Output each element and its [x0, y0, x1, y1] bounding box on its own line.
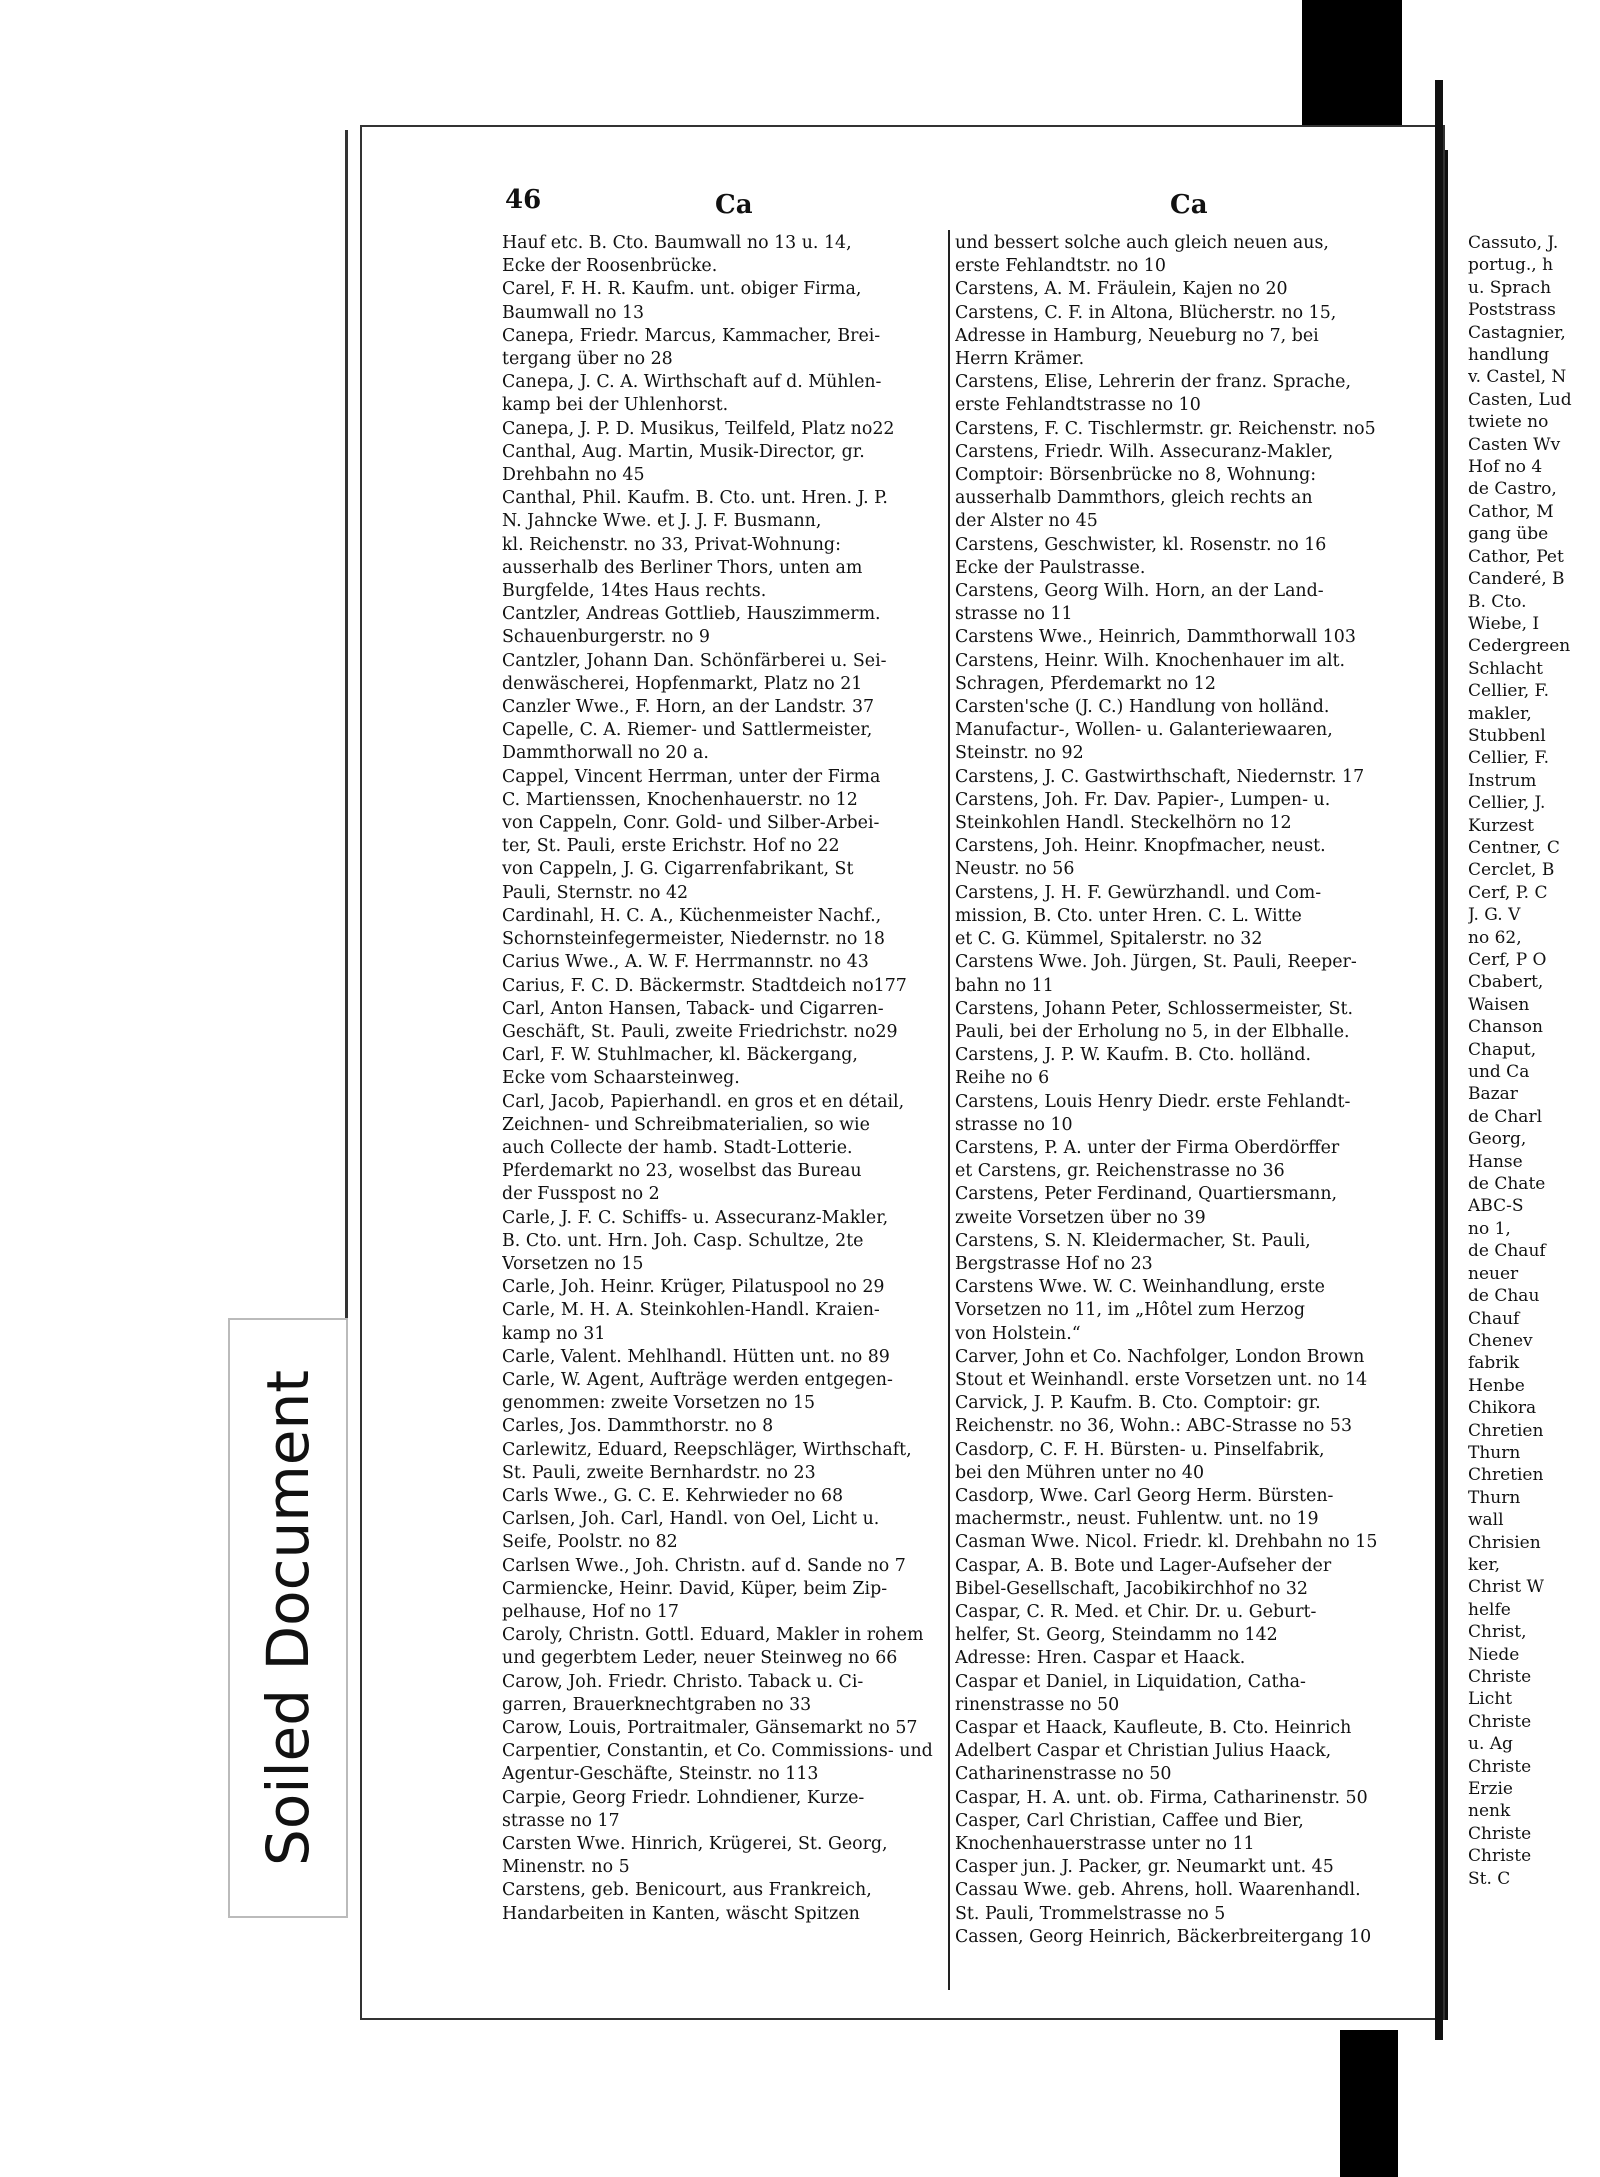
- directory-line: Caspar, C. R. Med. et Chir. Dr. u. Geburt-: [955, 1601, 1317, 1622]
- directory-line: Carls Wwe., G. C. E. Kehrwieder no 68: [502, 1485, 844, 1506]
- directory-line: Minenstr. no 5: [502, 1857, 630, 1878]
- directory-line: B. Cto.: [1468, 591, 1527, 612]
- directory-line: Carstens, J. C. Gastwirthschaft, Niedernstr. 17: [955, 766, 1365, 787]
- directory-line: kamp no 31: [502, 1323, 606, 1344]
- directory-line: Carpentier, Constantin, et Co. Commissions- und: [502, 1741, 933, 1762]
- directory-line: Instrum: [1468, 770, 1537, 791]
- directory-line: Casman Wwe. Nicol. Friedr. kl. Drehbahn no 15: [955, 1532, 1378, 1553]
- directory-line: Carl, Anton Hansen, Taback- und Cigarren-: [502, 998, 884, 1019]
- directory-line: Chenev: [1468, 1330, 1533, 1351]
- directory-line: genommen: zweite Vorsetzen no 15: [502, 1393, 816, 1414]
- directory-line: Carstens, Elise, Lehrerin der franz. Sprache,: [955, 372, 1352, 393]
- soiled-document-stamp: [228, 1318, 348, 1918]
- directory-line: Herrn Krämer.: [955, 349, 1085, 370]
- directory-line: Kurzest: [1468, 815, 1534, 836]
- directory-line: no 62,: [1468, 927, 1522, 948]
- directory-line: Carstens, Joh. Heinr. Knopfmacher, neust.: [955, 836, 1326, 857]
- directory-line: strasse no 10: [955, 1114, 1073, 1135]
- directory-line: Steinstr. no 92: [955, 743, 1084, 764]
- directory-line: helfe: [1468, 1599, 1511, 1620]
- directory-line: Geschäft, St. Pauli, zweite Friedrichstr. no29: [502, 1021, 898, 1042]
- directory-line: Carow, Joh. Friedr. Christo. Taback u. Ci-: [502, 1671, 864, 1692]
- directory-line: Carstens, F. C. Tischlermstr. gr. Reichenstr. no5: [955, 418, 1376, 439]
- directory-line: St. Pauli, Trommelstrasse no 5: [955, 1903, 1226, 1924]
- directory-line: Cardinahl, H. C. A., Küchenmeister Nachf.,: [502, 905, 882, 926]
- directory-line: Drehbahn no 45: [502, 465, 645, 486]
- directory-line: Pauli, bei der Erholung no 5, in der Elbhalle.: [955, 1021, 1350, 1042]
- directory-line: Carstens, Johann Peter, Schlossermeister, St.: [955, 998, 1354, 1019]
- directory-line: Dammthorwall no 20 a.: [502, 743, 709, 764]
- header-right: Ca: [1170, 190, 1208, 220]
- directory-line: ausserhalb des Berliner Thors, unten am: [502, 557, 863, 578]
- directory-line: et Carstens, gr. Reichenstrasse no 36: [955, 1161, 1285, 1182]
- directory-line: und Ca: [1468, 1062, 1530, 1083]
- directory-line: von Cappeln, Conr. Gold- und Silber-Arbei-: [502, 813, 880, 834]
- directory-line: tergang über no 28: [502, 349, 673, 370]
- directory-line: Cerf, P. C: [1468, 882, 1548, 903]
- directory-column-right-fragment: [1468, 232, 1600, 1890]
- directory-line: Chikora: [1468, 1398, 1537, 1419]
- directory-line: Reihe no 6: [955, 1068, 1050, 1089]
- directory-line: Niede: [1468, 1644, 1520, 1665]
- directory-line: u. Ag: [1468, 1734, 1513, 1755]
- directory-line: Casper, Carl Christian, Caffee und Bier,: [955, 1810, 1304, 1831]
- directory-line: de Chau: [1468, 1286, 1540, 1307]
- directory-line: Casten, Lud: [1468, 389, 1572, 410]
- directory-line: Cassen, Georg Heinrich, Bäckerbreitergang 10: [955, 1926, 1372, 1947]
- directory-line: Christe: [1468, 1823, 1532, 1844]
- directory-line: Hanse: [1468, 1151, 1523, 1172]
- directory-line: Canepa, J. P. D. Musikus, Teilfeld, Platz no22: [502, 418, 895, 439]
- directory-line: Schornsteinfegermeister, Niedernstr. no 18: [502, 929, 885, 950]
- directory-line: Cassuto, J.: [1468, 233, 1559, 253]
- directory-line: Carius, F. C. D. Bäckermstr. Stadtdeich no177: [502, 975, 907, 996]
- directory-line: Chretien: [1468, 1420, 1544, 1441]
- directory-line: Carstens, Peter Ferdinand, Quartiersmann,: [955, 1184, 1338, 1205]
- directory-line: St. Pauli, zweite Bernhardstr. no 23: [502, 1462, 816, 1483]
- directory-line: Canepa, Friedr. Marcus, Kammacher, Brei-: [502, 325, 881, 346]
- directory-line: Bergstrasse Hof no 23: [955, 1253, 1153, 1274]
- directory-line: Erzie: [1468, 1779, 1513, 1800]
- directory-line: Licht: [1468, 1689, 1513, 1710]
- directory-line: Carle, Valent. Mehlhandl. Hütten unt. no 89: [502, 1346, 890, 1367]
- directory-line: Carl, Jacob, Papierhandl. en gros et en détail,: [502, 1091, 905, 1112]
- directory-line: rinenstrasse no 50: [955, 1694, 1120, 1715]
- directory-line: der Fusspost no 2: [502, 1184, 660, 1205]
- directory-line: J. G. V: [1468, 905, 1521, 926]
- directory-line: Cerf, P O: [1468, 950, 1547, 970]
- directory-line: Canderé, B: [1468, 569, 1565, 590]
- column-divider: [948, 230, 950, 1990]
- directory-line: Stout et Weinhandl. erste Vorsetzen unt. no 14: [955, 1369, 1368, 1390]
- directory-line: nenk: [1468, 1801, 1511, 1822]
- directory-line: Henbe: [1468, 1375, 1525, 1396]
- directory-line: Knochenhauerstrasse unter no 11: [955, 1834, 1255, 1855]
- directory-line: ausserhalb Dammthors, gleich rechts an: [955, 488, 1313, 509]
- directory-line: makler,: [1468, 703, 1532, 724]
- directory-line: strasse no 11: [955, 604, 1073, 625]
- directory-line: Baumwall no 13: [502, 302, 645, 323]
- page-header: [505, 185, 1385, 225]
- directory-line: auch Collecte der hamb. Stadt-Lotterie.: [502, 1137, 853, 1158]
- directory-line: strasse no 17: [502, 1810, 620, 1831]
- directory-line: Cantzler, Andreas Gottlieb, Hauszimmerm.: [502, 604, 881, 625]
- directory-line: Carle, M. H. A. Steinkohlen-Handl. Kraien-: [502, 1300, 880, 1321]
- directory-line: Carstens, Friedr. Wilh. Assecuranz-Makler,: [955, 441, 1334, 462]
- directory-line: Carstens Wwe. W. C. Weinhandlung, erste: [955, 1277, 1325, 1298]
- directory-line: Thurn: [1468, 1487, 1521, 1508]
- directory-line: Carle, J. F. C. Schiffs- u. Assecuranz-Makler,: [502, 1207, 889, 1228]
- directory-line: Cathor, Pet: [1468, 546, 1564, 567]
- directory-line: Christe: [1468, 1846, 1532, 1867]
- directory-line: Poststrass: [1468, 300, 1556, 321]
- directory-line: N. Jahncke Wwe. et J. J. F. Busmann,: [502, 511, 822, 532]
- directory-line: de Chate: [1468, 1174, 1546, 1195]
- directory-line: und gegerbtem Leder, neuer Steinweg no 66: [502, 1648, 898, 1669]
- directory-line: Carstens, P. A. unter der Firma Oberdörffer: [955, 1137, 1340, 1158]
- directory-line: Adresse in Hamburg, Neueburg no 7, bei: [955, 325, 1319, 346]
- directory-line: Carstens, S. N. Kleidermacher, St. Pauli,: [955, 1230, 1311, 1251]
- directory-line: handlung: [1468, 345, 1550, 366]
- directory-column-left: [502, 232, 947, 1926]
- directory-line: Carles, Jos. Dammthorstr. no 8: [502, 1416, 774, 1437]
- directory-line: gang übe: [1468, 524, 1549, 545]
- directory-line: Agentur-Geschäfte, Steinstr. no 113: [502, 1764, 819, 1785]
- directory-line: Carstens Wwe. Joh. Jürgen, St. Pauli, Reeper-: [955, 952, 1357, 973]
- directory-line: Carstens Wwe., Heinrich, Dammthorwall 103: [955, 627, 1356, 648]
- stamp-label: Soiled Document: [254, 1370, 322, 1866]
- directory-line: Caspar, A. B. Bote und Lager-Aufseher der: [955, 1555, 1332, 1576]
- directory-line: Burgfelde, 14tes Haus rechts.: [502, 581, 767, 602]
- directory-line: Cellier, F.: [1468, 748, 1550, 769]
- directory-line: Carstens, Louis Henry Diedr. erste Fehlandt-: [955, 1091, 1351, 1112]
- directory-line: Christe: [1468, 1711, 1532, 1732]
- directory-line: neuer: [1468, 1263, 1519, 1284]
- directory-line: Christ,: [1468, 1622, 1527, 1643]
- directory-line: Vorsetzen no 15: [502, 1253, 644, 1274]
- directory-line: B. Cto. unt. Hrn. Joh. Casp. Schultze, 2te: [502, 1230, 864, 1251]
- index-tab-bottom: [1340, 2030, 1398, 2177]
- directory-line: Adelbert Caspar et Christian Julius Haack,: [955, 1741, 1332, 1762]
- directory-line: Carlsen Wwe., Joh. Christn. auf d. Sande no 7: [502, 1555, 906, 1576]
- directory-line: Carel, F. H. R. Kaufm. unt. obiger Firma,: [502, 279, 862, 300]
- directory-line: Casten Wv: [1468, 434, 1561, 455]
- directory-line: Cellier, F.: [1468, 681, 1550, 702]
- book-spine: [1435, 80, 1443, 2040]
- directory-line: Cerclet, B: [1468, 860, 1555, 881]
- directory-line: Zeichnen- und Schreibmaterialien, so wie: [502, 1114, 870, 1135]
- directory-line: Hof no 4: [1468, 457, 1543, 478]
- directory-line: Cantzler, Johann Dan. Schönfärberei u. Sei-: [502, 650, 887, 671]
- directory-line: Waisen: [1468, 994, 1530, 1015]
- directory-line: Wiebe, I: [1468, 613, 1540, 634]
- directory-line: denwäscherei, Hopfenmarkt, Platz no 21: [502, 673, 863, 694]
- directory-line: Carvick, J. P. Kaufm. B. Cto. Comptoir: gr.: [955, 1393, 1321, 1414]
- directory-line: Caspar et Daniel, in Liquidation, Catha-: [955, 1671, 1306, 1692]
- directory-line: Carstens, geb. Benicourt, aus Frankreich,: [502, 1880, 872, 1901]
- directory-line: Cedergreen: [1468, 636, 1571, 657]
- directory-line: Cassau Wwe. geb. Ahrens, holl. Waarenhandl.: [955, 1880, 1361, 1901]
- directory-line: Christe: [1468, 1667, 1532, 1687]
- directory-line: Schragen, Pferdemarkt no 12: [955, 673, 1216, 694]
- directory-line: twiete no: [1468, 412, 1549, 433]
- directory-line: machermstr., neust. Fuhlentw. unt. no 19: [955, 1509, 1319, 1530]
- directory-line: Carstens, Georg Wilh. Horn, an der Land-: [955, 581, 1324, 602]
- directory-line: de Charl: [1468, 1106, 1543, 1127]
- directory-line: Schlacht: [1468, 658, 1543, 679]
- directory-line: Stubbenl: [1468, 725, 1546, 746]
- directory-line: v. Castel, N: [1468, 367, 1567, 388]
- directory-line: Seife, Poolstr. no 82: [502, 1532, 678, 1553]
- directory-line: von Cappeln, J. G. Cigarrenfabrikant, St: [502, 859, 854, 880]
- directory-line: Carver, John et Co. Nachfolger, London Brown: [955, 1346, 1365, 1367]
- directory-line: Carstens, J. P. W. Kaufm. B. Cto. holländ.: [955, 1045, 1312, 1066]
- directory-line: Comptoir: Börsenbrücke no 8, Wohnung:: [955, 465, 1317, 486]
- directory-line: Pauli, Sternstr. no 42: [502, 882, 689, 903]
- directory-line: Ecke vom Schaarsteinweg.: [502, 1068, 740, 1089]
- directory-line: Neustr. no 56: [955, 859, 1075, 880]
- directory-line: Bibel-Gesellschaft, Jacobikirchhof no 32: [955, 1578, 1309, 1599]
- directory-line: Christe: [1468, 1756, 1532, 1777]
- directory-line: Cbabert,: [1468, 972, 1544, 993]
- directory-line: portug., h: [1468, 255, 1554, 276]
- directory-line: Carsten Wwe. Hinrich, Krügerei, St. Georg,: [502, 1834, 888, 1855]
- directory-line: ter, St. Pauli, erste Erichstr. Hof no 22: [502, 836, 840, 857]
- directory-line: Chauf: [1468, 1308, 1520, 1329]
- directory-line: Carlsen, Joh. Carl, Handl. von Oel, Licht u.: [502, 1509, 880, 1530]
- directory-line: Carpie, Georg Friedr. Lohndiener, Kurze-: [502, 1787, 865, 1808]
- directory-line: Ecke der Roosenbrücke.: [502, 256, 718, 277]
- directory-line: Chretien: [1468, 1465, 1544, 1486]
- directory-line: Carmiencke, Heinr. David, Küper, beim Zip-: [502, 1578, 888, 1599]
- directory-line: de Chauf: [1468, 1241, 1546, 1262]
- directory-line: Canthal, Phil. Kaufm. B. Cto. unt. Hren. J. P.: [502, 488, 888, 509]
- directory-line: Casper jun. J. Packer, gr. Neumarkt unt. 45: [955, 1857, 1334, 1878]
- directory-line: Caspar et Haack, Kaufleute, B. Cto. Heinrich: [955, 1718, 1352, 1738]
- directory-line: Cathor, M: [1468, 501, 1554, 522]
- directory-line: Schauenburgerstr. no 9: [502, 627, 710, 648]
- directory-line: Caspar, H. A. unt. ob. Firma, Catharinenstr. 50: [955, 1787, 1368, 1808]
- directory-line: Caroly, Christn. Gottl. Eduard, Makler in rohem: [502, 1625, 924, 1646]
- directory-line: Ecke der Paulstrasse.: [955, 557, 1146, 578]
- directory-line: erste Fehlandtstr. no 10: [955, 256, 1166, 277]
- directory-line: Christ W: [1468, 1577, 1544, 1598]
- directory-line: Manufactur-, Wollen- u. Galanteriewaaren,: [955, 720, 1333, 741]
- directory-line: Cappel, Vincent Herrman, unter der Firma: [502, 766, 881, 787]
- directory-line: Hauf etc. B. Cto. Baumwall no 13 u. 14,: [502, 233, 852, 253]
- directory-line: Carow, Louis, Portraitmaler, Gänsemarkt no 57: [502, 1718, 918, 1738]
- directory-line: Casdorp, Wwe. Carl Georg Herm. Bürsten-: [955, 1485, 1334, 1506]
- directory-line: Carsten'sche (J. C.) Handlung von holländ.: [955, 697, 1330, 718]
- directory-column-middle: [955, 232, 1400, 1949]
- directory-line: Carstens, Geschwister, kl. Rosenstr. no 16: [955, 534, 1327, 555]
- directory-line: Steinkohlen Handl. Steckelhörn no 12: [955, 813, 1292, 834]
- directory-line: Georg,: [1468, 1129, 1527, 1150]
- directory-line: Carstens, C. F. in Altona, Blücherstr. no 15,: [955, 302, 1337, 323]
- directory-line: Carius Wwe., A. W. F. Herrmannstr. no 43: [502, 952, 869, 973]
- directory-line: Canepa, J. C. A. Wirthschaft auf d. Mühlen-: [502, 372, 882, 393]
- directory-line: kl. Reichenstr. no 33, Privat-Wohnung:: [502, 534, 841, 555]
- directory-line: Chaput,: [1468, 1039, 1537, 1060]
- directory-line: Carstens, A. M. Fräulein, Kajen no 20: [955, 279, 1288, 300]
- directory-line: Vorsetzen no 11, im „Hôtel zum Herzog: [955, 1300, 1306, 1321]
- directory-line: Thurn: [1468, 1442, 1521, 1463]
- directory-line: fabrik: [1468, 1353, 1520, 1374]
- directory-line: C. Martienssen, Knochenhauerstr. no 12: [502, 789, 858, 810]
- directory-line: zweite Vorsetzen über no 39: [955, 1207, 1206, 1228]
- directory-line: St. C: [1468, 1868, 1511, 1889]
- directory-line: von Holstein.“: [955, 1323, 1081, 1344]
- directory-line: Adresse: Hren. Caspar et Haack.: [955, 1648, 1246, 1669]
- directory-line: Cellier, J.: [1468, 793, 1546, 814]
- directory-line: ker,: [1468, 1554, 1501, 1575]
- directory-line: Canzler Wwe., F. Horn, an der Landstr. 37: [502, 697, 875, 718]
- directory-line: Chanson: [1468, 1017, 1543, 1038]
- directory-line: Chrisien: [1468, 1532, 1541, 1553]
- directory-line: Reichenstr. no 36, Wohn.: ABC-Strasse no 53: [955, 1416, 1353, 1437]
- directory-line: mission, B. Cto. unter Hren. C. L. Witte: [955, 905, 1302, 926]
- directory-line: ABC-S: [1468, 1196, 1524, 1217]
- directory-line: Capelle, C. A. Riemer- und Sattlermeister,: [502, 720, 873, 741]
- page-number: 46: [505, 185, 542, 215]
- directory-line: no 1,: [1468, 1218, 1511, 1239]
- directory-line: Carle, W. Agent, Aufträge werden entgegen-: [502, 1369, 893, 1390]
- directory-line: Carstens, J. H. F. Gewürzhandl. und Com-: [955, 882, 1322, 903]
- directory-line: Bazar: [1468, 1084, 1518, 1105]
- directory-line: wall: [1468, 1510, 1504, 1531]
- directory-line: kamp bei der Uhlenhorst.: [502, 395, 729, 416]
- directory-line: Carl, F. W. Stuhlmacher, kl. Bäckergang,: [502, 1045, 858, 1066]
- directory-line: Carstens, Heinr. Wilh. Knochenhauer im alt.: [955, 650, 1346, 671]
- directory-line: Castagnier,: [1468, 322, 1566, 343]
- directory-line: Casdorp, C. F. H. Bürsten- u. Pinselfabrik,: [955, 1439, 1325, 1460]
- directory-line: et C. G. Kümmel, Spitalerstr. no 32: [955, 929, 1263, 950]
- directory-line: Carlewitz, Eduard, Reepschläger, Wirthschaft,: [502, 1439, 912, 1460]
- directory-line: de Castro,: [1468, 479, 1557, 500]
- index-tab-top: [1302, 0, 1402, 145]
- directory-line: pelhause, Hof no 17: [502, 1601, 679, 1622]
- directory-line: und bessert solche auch gleich neuen aus,: [955, 233, 1329, 253]
- directory-line: garren, Brauerknechtgraben no 33: [502, 1694, 812, 1715]
- directory-line: Catharinenstrasse no 50: [955, 1764, 1172, 1785]
- directory-line: Carstens, Joh. Fr. Dav. Papier-, Lumpen- u.: [955, 789, 1331, 810]
- directory-line: Canthal, Aug. Martin, Musik-Director, gr.: [502, 441, 865, 462]
- directory-line: bahn no 11: [955, 975, 1054, 996]
- directory-line: Pferdemarkt no 23, woselbst das Bureau: [502, 1161, 862, 1182]
- directory-line: bei den Mühren unter no 40: [955, 1462, 1205, 1483]
- directory-line: der Alster no 45: [955, 511, 1098, 532]
- directory-line: helfer, St. Georg, Steindamm no 142: [955, 1625, 1278, 1646]
- directory-line: Centner, C: [1468, 837, 1560, 858]
- directory-line: Handarbeiten in Kanten, wäscht Spitzen: [502, 1903, 860, 1924]
- directory-line: Carle, Joh. Heinr. Krüger, Pilatuspool no 29: [502, 1277, 885, 1298]
- header-left: Ca: [715, 190, 753, 220]
- directory-line: u. Sprach: [1468, 277, 1552, 298]
- directory-line: erste Fehlandtstrasse no 10: [955, 395, 1201, 416]
